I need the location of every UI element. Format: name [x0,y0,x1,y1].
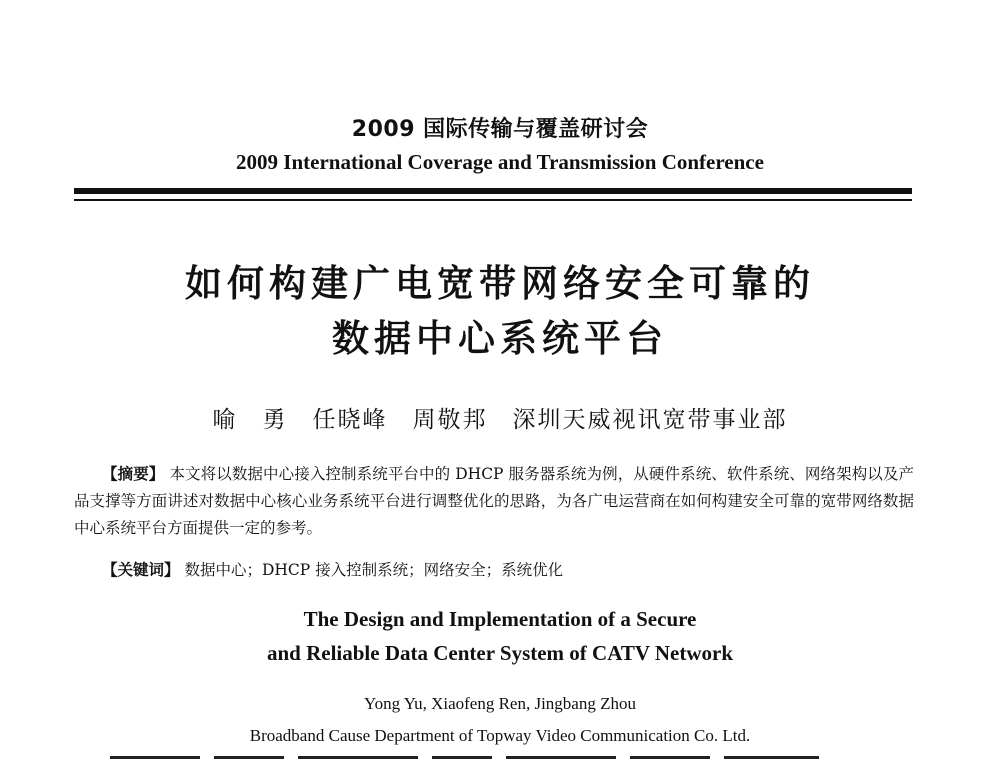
abstract-text: 本文将以数据中心接入控制系统平台中的 DHCP 服务器系统为例，从硬件系统、软件系统、网络架构以及产品支撑等方面讲述对数据中心核心业务系统平台进行调整优化的思路，为各广电运营商在如何构建安全可靠的宽带网络数据中心系统平台方面提供一定的参考。 [74,465,914,537]
paper-title-cn-line2: 数据中心系统平台 [332,317,668,360]
paper-title-en-line1: The Design and Implementation of a Secure [303,607,697,631]
keywords-label: 【关键词】 [102,561,180,579]
conference-title-en: 2009 International Coverage and Transmission Conference [236,150,764,174]
abstract [74,461,914,542]
cutoff-text-line [110,753,900,760]
keywords-text: 数据中心；DHCP 接入控制系统；网络安全；系统优化 [184,561,564,579]
conference-title-cn: 2009 国际传输与覆盖研讨会 [351,117,649,142]
authors-cn: 喻 勇 任晓峰 周敬邦 深圳天威视讯宽带事业部 [212,407,788,433]
abstract-label: 【摘要】 [102,465,165,483]
header-rule-thin [74,199,912,201]
affiliation-en: Broadband Cause Department of Topway Video Communication Co. Ltd. [249,726,751,745]
authors-en: Yong Yu, Xiaofeng Ren, Jingbang Zhou [364,694,636,713]
paper-title-en-line2: and Reliable Data Center System of CATV Network [266,641,734,665]
paper-title-cn-line1: 如何构建广电宽带网络安全可靠的 [185,262,815,305]
header-rule-thick [74,188,912,194]
keywords [102,557,902,584]
